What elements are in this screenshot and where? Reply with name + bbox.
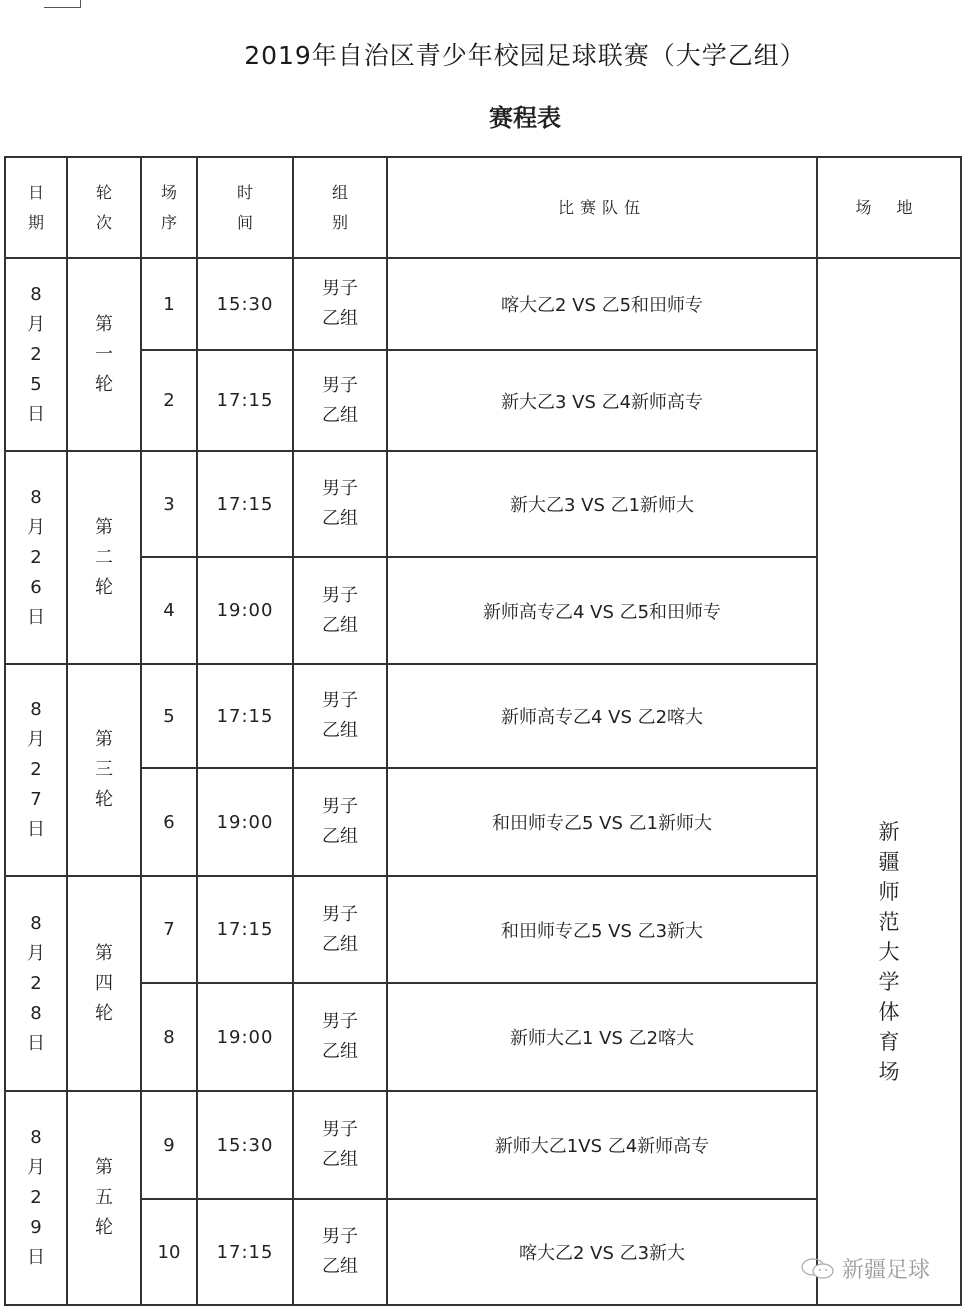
time-cell-text: 17:15	[216, 493, 274, 515]
teams-cell	[387, 768, 817, 876]
seq-cell	[141, 768, 197, 876]
time-cell-text: 17:15	[216, 919, 274, 940]
teams-cell-text: 新师大乙1 VS 乙2喀大	[509, 1028, 695, 1049]
seq-cell	[141, 258, 197, 350]
group-cell	[293, 350, 387, 451]
header-row	[5, 157, 961, 258]
teams-cell-text: 新大乙3 VS 乙4新师高专	[500, 391, 704, 413]
seq-cell-text: 6	[163, 811, 175, 833]
teams-cell-text: 喀大乙2 VS 乙3新大	[518, 1243, 686, 1264]
seq-cell-text: 7	[163, 919, 175, 940]
group-cell-text: 男子乙组	[322, 278, 358, 329]
date-cell-text: 8月28日	[27, 912, 45, 1054]
group-cell-text: 男子乙组	[322, 1226, 358, 1277]
seq-cell-text: 4	[163, 600, 175, 621]
round-cell-text: 第五轮	[95, 1157, 113, 1238]
teams-cell	[387, 557, 817, 664]
date-cell-text: 8月25日	[27, 283, 45, 425]
time-cell	[197, 1091, 293, 1199]
header-time-label: 时间	[236, 182, 253, 232]
seq-cell-text: 9	[163, 1134, 175, 1156]
teams-cell	[387, 1199, 817, 1305]
header-group-label: 组别	[331, 182, 348, 232]
seq-cell	[141, 664, 197, 768]
time-cell	[197, 1199, 293, 1305]
seq-cell	[141, 451, 197, 557]
seq-cell-text: 2	[163, 390, 175, 411]
round-cell	[67, 664, 141, 876]
seq-cell	[141, 1091, 197, 1199]
group-cell-text: 男子乙组	[322, 1119, 358, 1170]
teams-cell-text: 新大乙3 VS 乙1新师大	[509, 495, 695, 516]
group-cell-text: 男子乙组	[322, 1011, 358, 1062]
round-cell	[67, 1091, 141, 1305]
teams-cell-text: 喀大乙2 VS 乙5和田师专	[500, 295, 704, 316]
teams-cell	[387, 1091, 817, 1199]
wechat-icon	[800, 1257, 836, 1281]
teams-cell-text: 和田师专乙5 VS 乙1新师大	[491, 813, 713, 834]
date-cell	[5, 258, 67, 451]
document-subtitle: 赛程表	[489, 104, 561, 132]
group-cell	[293, 983, 387, 1091]
teams-cell	[387, 876, 817, 983]
header-date-label: 日期	[27, 182, 44, 232]
round-cell-text: 第一轮	[95, 313, 113, 395]
time-cell-text: 17:15	[216, 390, 274, 411]
group-cell-text: 男子乙组	[322, 374, 358, 426]
group-cell	[293, 664, 387, 768]
seq-cell-text: 5	[163, 705, 175, 727]
group-cell	[293, 876, 387, 983]
schedule-table	[4, 156, 962, 1306]
time-cell	[197, 258, 293, 350]
date-cell-text: 8月29日	[27, 1127, 45, 1268]
group-cell-text: 男子乙组	[322, 796, 358, 847]
header-seq-label: 场序	[160, 182, 177, 232]
seq-cell	[141, 557, 197, 664]
date-cell	[5, 664, 67, 876]
date-cell	[5, 1091, 67, 1305]
header-group	[293, 157, 387, 258]
seq-cell	[141, 876, 197, 983]
header-venue: 场 地	[817, 157, 961, 258]
group-cell	[293, 258, 387, 350]
group-cell	[293, 1091, 387, 1199]
group-cell	[293, 768, 387, 876]
document-title: 2019年自治区青少年校园足球联赛（大学乙组）	[244, 41, 806, 70]
time-cell-text: 17:15	[216, 1241, 274, 1263]
time-cell	[197, 983, 293, 1091]
time-cell	[197, 876, 293, 983]
date-cell	[5, 451, 67, 664]
watermark	[800, 1253, 930, 1284]
time-cell-text: 19:00	[216, 1026, 274, 1048]
time-cell	[197, 768, 293, 876]
round-cell-text: 第三轮	[95, 729, 113, 810]
header-round	[67, 157, 141, 258]
time-cell	[197, 451, 293, 557]
group-cell-text: 男子乙组	[322, 584, 358, 636]
time-cell-text: 15:30	[216, 1134, 274, 1156]
seq-cell-text: 10	[157, 1241, 181, 1263]
header-teams: 比赛队伍	[387, 157, 817, 258]
seq-cell-text: 8	[163, 1026, 175, 1048]
page-corner-mark	[44, 0, 81, 8]
teams-cell-text: 新师大乙1VS 乙4新师高专	[494, 1136, 710, 1157]
round-cell	[67, 451, 141, 664]
time-cell	[197, 664, 293, 768]
seq-cell	[141, 983, 197, 1091]
header-seq	[141, 157, 197, 258]
venue-cell	[817, 258, 961, 1305]
seq-cell-text: 3	[163, 493, 175, 515]
time-cell-text: 19:00	[216, 811, 274, 833]
seq-cell-text: 1	[163, 293, 175, 315]
header-date	[5, 157, 67, 258]
round-cell-text: 第二轮	[95, 516, 113, 598]
round-cell	[67, 876, 141, 1091]
group-cell-text: 男子乙组	[322, 903, 358, 955]
date-cell-text: 8月27日	[27, 699, 45, 840]
teams-cell	[387, 664, 817, 768]
time-cell-text: 19:00	[216, 600, 274, 621]
venue-cell-text: 新疆师范大学体育场	[878, 819, 914, 1084]
time-cell	[197, 557, 293, 664]
teams-cell	[387, 350, 817, 451]
seq-cell	[141, 1199, 197, 1305]
watermark-text: 新疆足球	[842, 1258, 931, 1283]
teams-cell	[387, 983, 817, 1091]
round-cell	[67, 258, 141, 451]
header-round-label: 轮次	[95, 182, 112, 232]
group-cell	[293, 451, 387, 557]
time-cell-text: 15:30	[216, 293, 274, 315]
teams-cell-text: 新师高专乙4 VS 乙2喀大	[500, 707, 704, 728]
table-row	[5, 258, 961, 350]
group-cell	[293, 557, 387, 664]
group-cell	[293, 1199, 387, 1305]
time-cell	[197, 350, 293, 451]
teams-cell-text: 新师高专乙4 VS 乙5和田师专	[482, 601, 722, 623]
date-cell	[5, 876, 67, 1091]
teams-cell-text: 和田师专乙5 VS 乙3新大	[500, 920, 704, 942]
teams-cell	[387, 258, 817, 350]
group-cell-text: 男子乙组	[322, 478, 358, 529]
round-cell-text: 第四轮	[95, 942, 113, 1024]
header-time	[197, 157, 293, 258]
seq-cell	[141, 350, 197, 451]
group-cell-text: 男子乙组	[322, 690, 358, 741]
time-cell-text: 17:15	[216, 705, 274, 727]
teams-cell	[387, 451, 817, 557]
date-cell-text: 8月26日	[27, 486, 45, 628]
